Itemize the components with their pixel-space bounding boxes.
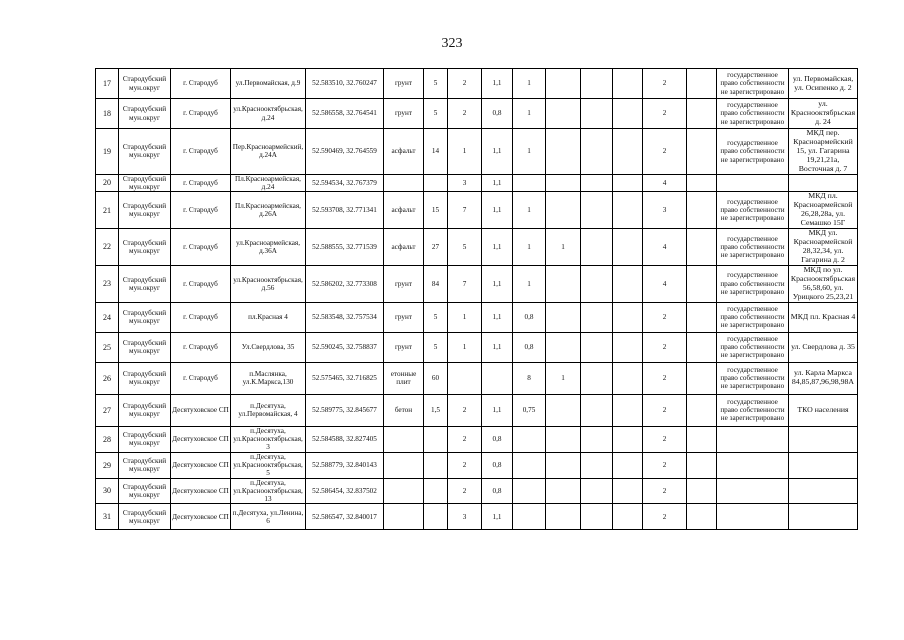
col-15-cell [687,302,717,332]
waste-source-cell: ул. Карла Маркса 84,85,87,96,98,98А [789,362,858,394]
row-number-cell: 27 [96,394,119,426]
row-number-cell: 17 [96,69,119,99]
ownership-status-cell [717,174,789,192]
coordinates-cell: 52.586202, 32.773308 [306,265,384,302]
site-address-cell: Ул.Свердлова, 35 [231,332,306,362]
count-col-14-cell: 2 [643,452,687,478]
col-13-cell [613,452,643,478]
waste-source-cell [789,174,858,192]
area-cell: 5 [424,302,448,332]
area-cell [424,478,448,504]
col-12-cell [581,362,613,394]
municipal-district-cell: Стародубский мун.округ [119,129,171,175]
table-row [96,69,858,99]
settlement-cell: г. Стародуб [171,99,231,129]
waste-source-cell: ТКО населения [789,394,858,426]
row-number-cell: 29 [96,452,119,478]
waste-source-cell [789,426,858,452]
surface-type-cell: грунт [384,302,424,332]
count-col-8-cell: 3 [448,174,482,192]
settlement-cell: г. Стародуб [171,129,231,175]
col-15-cell [687,229,717,266]
table-row [96,229,858,266]
coordinates-cell: 52.583548, 32.757534 [306,302,384,332]
row-number-cell: 25 [96,332,119,362]
count-col-11-cell [546,426,581,452]
settlement-cell: Десятуховское СП [171,426,231,452]
site-address-cell: ул.Краснооктябрьская, д.56 [231,265,306,302]
count-col-11-cell [546,332,581,362]
settlement-cell: г. Стародуб [171,229,231,266]
site-address-cell: пл.Красная 4 [231,302,306,332]
table-row [96,174,858,192]
coordinates-cell: 52.589775, 32.845677 [306,394,384,426]
surface-type-cell: грунт [384,332,424,362]
count-col-8-cell: 5 [448,229,482,266]
row-number-cell: 22 [96,229,119,266]
count-col-10-cell [513,174,546,192]
col-15-cell [687,452,717,478]
col-12-cell [581,99,613,129]
count-col-10-cell: 0,75 [513,394,546,426]
count-col-11-cell [546,302,581,332]
row-number-cell: 19 [96,129,119,175]
count-col-11-cell [546,192,581,229]
municipal-district-cell: Стародубский мун.округ [119,69,171,99]
col-13-cell [613,362,643,394]
coordinates-cell: 52.593708, 32.771341 [306,192,384,229]
count-col-11-cell: 1 [546,229,581,266]
surface-type-cell: асфальт [384,229,424,266]
col-15-cell [687,426,717,452]
col-15-cell [687,129,717,175]
volume-col-9-cell: 0,8 [482,426,513,452]
count-col-11-cell [546,265,581,302]
count-col-11-cell [546,174,581,192]
count-col-14-cell: 3 [643,192,687,229]
settlement-cell: г. Стародуб [171,174,231,192]
row-number-cell: 20 [96,174,119,192]
count-col-14-cell: 2 [643,332,687,362]
count-col-14-cell: 2 [643,394,687,426]
ownership-status-cell [717,452,789,478]
count-col-8-cell: 2 [448,394,482,426]
site-address-cell: ул.Краснооктябрьская, д.24 [231,99,306,129]
col-12-cell [581,129,613,175]
count-col-10-cell [513,452,546,478]
count-col-8-cell: 7 [448,192,482,229]
col-13-cell [613,394,643,426]
surface-type-cell: грунт [384,99,424,129]
volume-col-9-cell: 1,1 [482,129,513,175]
surface-type-cell: асфальт [384,192,424,229]
count-col-11-cell [546,69,581,99]
waste-source-cell: ул. Краснооктябрьская д. 24 [789,99,858,129]
count-col-8-cell: 2 [448,452,482,478]
count-col-14-cell: 2 [643,426,687,452]
col-15-cell [687,362,717,394]
count-col-14-cell: 2 [643,69,687,99]
waste-source-cell [789,478,858,504]
table-row [96,332,858,362]
col-13-cell [613,332,643,362]
count-col-11-cell [546,129,581,175]
col-12-cell [581,332,613,362]
coordinates-cell: 52.575465, 32.716825 [306,362,384,394]
table-row [96,452,858,478]
volume-col-9-cell: 1,1 [482,229,513,266]
count-col-11-cell [546,504,581,530]
row-number-cell: 23 [96,265,119,302]
col-12-cell [581,394,613,426]
area-cell [424,452,448,478]
coordinates-cell: 52.588555, 32.771539 [306,229,384,266]
settlement-cell: г. Стародуб [171,302,231,332]
area-cell [424,426,448,452]
waste-sites-table [95,68,858,530]
table-row [96,478,858,504]
volume-col-9-cell: 1,1 [482,302,513,332]
col-12-cell [581,174,613,192]
ownership-status-cell: государственное право собственности не зарегистрировано [717,229,789,266]
count-col-14-cell: 2 [643,362,687,394]
col-12-cell [581,452,613,478]
count-col-11-cell: 1 [546,362,581,394]
count-col-10-cell: 0,8 [513,302,546,332]
site-address-cell: п.Десятуха, ул.Краснооктябрьская, 3 [231,426,306,452]
waste-source-cell [789,452,858,478]
col-15-cell [687,265,717,302]
area-cell: 84 [424,265,448,302]
col-12-cell [581,229,613,266]
surface-type-cell: бетон [384,394,424,426]
surface-type-cell [384,174,424,192]
count-col-10-cell: 1 [513,229,546,266]
volume-col-9-cell: 1,1 [482,504,513,530]
col-15-cell [687,394,717,426]
volume-col-9-cell: 1,1 [482,332,513,362]
table-row [96,362,858,394]
municipal-district-cell: Стародубский мун.округ [119,99,171,129]
count-col-11-cell [546,478,581,504]
row-number-cell: 18 [96,99,119,129]
settlement-cell: г. Стародуб [171,69,231,99]
municipal-district-cell: Стародубский мун.округ [119,504,171,530]
waste-source-cell: МКД по ул. Краснооктябрьская 56,58,60, ул. Урицкого 25,23,21 [789,265,858,302]
col-15-cell [687,174,717,192]
coordinates-cell: 52.586558, 32.764541 [306,99,384,129]
col-15-cell [687,69,717,99]
surface-type-cell: грунт [384,265,424,302]
area-cell [424,174,448,192]
waste-source-cell: МКД пер. Красноармейский 15, ул. Гагарина 19,21,21а, Восточная д. 7 [789,129,858,175]
col-13-cell [613,99,643,129]
table-row [96,426,858,452]
volume-col-9-cell: 0,8 [482,99,513,129]
col-15-cell [687,332,717,362]
count-col-8-cell: 2 [448,99,482,129]
col-12-cell [581,302,613,332]
municipal-district-cell: Стародубский мун.округ [119,332,171,362]
row-number-cell: 31 [96,504,119,530]
waste-source-cell: ул. Свердлова д. 35 [789,332,858,362]
col-13-cell [613,129,643,175]
ownership-status-cell: государственное право собственности не зарегистрировано [717,129,789,175]
volume-col-9-cell: 1,1 [482,192,513,229]
area-cell: 60 [424,362,448,394]
surface-type-cell [384,504,424,530]
col-13-cell [613,229,643,266]
count-col-14-cell: 4 [643,229,687,266]
municipal-district-cell: Стародубский мун.округ [119,265,171,302]
municipal-district-cell: Стародубский мун.округ [119,192,171,229]
count-col-14-cell: 4 [643,174,687,192]
table-row [96,192,858,229]
count-col-11-cell [546,99,581,129]
col-12-cell [581,504,613,530]
municipal-district-cell: Стародубский мун.округ [119,362,171,394]
row-number-cell: 30 [96,478,119,504]
ownership-status-cell: государственное право собственности не зарегистрировано [717,302,789,332]
surface-type-cell [384,426,424,452]
count-col-8-cell: 1 [448,302,482,332]
col-15-cell [687,99,717,129]
count-col-10-cell: 1 [513,129,546,175]
count-col-10-cell: 0,8 [513,332,546,362]
surface-type-cell [384,452,424,478]
count-col-8-cell [448,362,482,394]
count-col-10-cell: 8 [513,362,546,394]
area-cell: 14 [424,129,448,175]
col-13-cell [613,504,643,530]
municipal-district-cell: Стародубский мун.округ [119,426,171,452]
volume-col-9-cell [482,362,513,394]
coordinates-cell: 52.590245, 32.758837 [306,332,384,362]
col-13-cell [613,265,643,302]
row-number-cell: 28 [96,426,119,452]
surface-type-cell: етонные плит [384,362,424,394]
table-row [96,129,858,175]
municipal-district-cell: Стародубский мун.округ [119,229,171,266]
waste-source-cell: МКД пл. Красноармейской 26,28,28а, ул. Семашко 15Г [789,192,858,229]
ownership-status-cell [717,478,789,504]
site-address-cell: п.Десятуха, ул.Краснооктябрьская, 5 [231,452,306,478]
settlement-cell: Десятуховское СП [171,478,231,504]
row-number-cell: 26 [96,362,119,394]
area-cell [424,504,448,530]
site-address-cell: п.Десятуха, ул.Первомайская, 4 [231,394,306,426]
count-col-8-cell: 2 [448,478,482,504]
count-col-8-cell: 1 [448,332,482,362]
page-number: 323 [441,36,463,51]
col-12-cell [581,69,613,99]
count-col-11-cell [546,394,581,426]
volume-col-9-cell: 1,1 [482,265,513,302]
settlement-cell: г. Стародуб [171,362,231,394]
col-15-cell [687,504,717,530]
area-cell: 5 [424,332,448,362]
area-cell: 5 [424,99,448,129]
settlement-cell: Десятуховское СП [171,504,231,530]
waste-source-cell: ул. Первомайская, ул. Осипенко д. 2 [789,69,858,99]
coordinates-cell: 52.594534, 32.767379 [306,174,384,192]
waste-source-cell: МКД пл. Красная 4 [789,302,858,332]
col-12-cell [581,265,613,302]
site-address-cell: Пл.Красноармейская, д.24 [231,174,306,192]
area-cell: 1,5 [424,394,448,426]
table-row [96,99,858,129]
site-address-cell: п.Маслянка, ул.К.Маркса,130 [231,362,306,394]
count-col-14-cell: 2 [643,129,687,175]
coordinates-cell: 52.586547, 32.840017 [306,504,384,530]
table-row [96,302,858,332]
coordinates-cell: 52.590469, 32.764559 [306,129,384,175]
count-col-10-cell [513,504,546,530]
row-number-cell: 21 [96,192,119,229]
col-13-cell [613,302,643,332]
coordinates-cell: 52.584588, 32.827405 [306,426,384,452]
area-cell: 15 [424,192,448,229]
area-cell: 27 [424,229,448,266]
settlement-cell: Десятуховское СП [171,394,231,426]
ownership-status-cell: государственное право собственности не зарегистрировано [717,99,789,129]
col-12-cell [581,192,613,229]
ownership-status-cell: государственное право собственности не зарегистрировано [717,332,789,362]
surface-type-cell: грунт [384,69,424,99]
count-col-10-cell: 1 [513,265,546,302]
count-col-10-cell [513,426,546,452]
count-col-10-cell: 1 [513,192,546,229]
count-col-8-cell: 7 [448,265,482,302]
col-13-cell [613,192,643,229]
col-13-cell [613,69,643,99]
table-row [96,265,858,302]
row-number-cell: 24 [96,302,119,332]
volume-col-9-cell: 1,1 [482,69,513,99]
surface-type-cell: асфальт [384,129,424,175]
municipal-district-cell: Стародубский мун.округ [119,478,171,504]
count-col-11-cell [546,452,581,478]
ownership-status-cell: государственное право собственности не зарегистрировано [717,69,789,99]
volume-col-9-cell: 0,8 [482,478,513,504]
table-row [96,394,858,426]
count-col-14-cell: 4 [643,265,687,302]
count-col-10-cell: 1 [513,99,546,129]
col-13-cell [613,478,643,504]
site-address-cell: ул.Красноармейская, д.36А [231,229,306,266]
coordinates-cell: 52.586454, 32.837502 [306,478,384,504]
table-row [96,504,858,530]
count-col-8-cell: 1 [448,129,482,175]
settlement-cell: Десятуховское СП [171,452,231,478]
site-address-cell: п.Десятуха, ул.Ленина, 6 [231,504,306,530]
count-col-8-cell: 3 [448,504,482,530]
ownership-status-cell: государственное право собственности не зарегистрировано [717,394,789,426]
ownership-status-cell: государственное право собственности не зарегистрировано [717,192,789,229]
surface-type-cell [384,478,424,504]
count-col-14-cell: 2 [643,504,687,530]
count-col-10-cell [513,478,546,504]
volume-col-9-cell: 1,1 [482,394,513,426]
site-address-cell: Пл.Красноармейская, д.26А [231,192,306,229]
col-15-cell [687,478,717,504]
municipal-district-cell: Стародубский мун.округ [119,452,171,478]
count-col-8-cell: 2 [448,69,482,99]
settlement-cell: г. Стародуб [171,332,231,362]
count-col-14-cell: 2 [643,478,687,504]
col-12-cell [581,426,613,452]
ownership-status-cell: государственное право собственности не зарегистрировано [717,265,789,302]
coordinates-cell: 52.583510, 32.760247 [306,69,384,99]
col-13-cell [613,174,643,192]
municipal-district-cell: Стародубский мун.округ [119,394,171,426]
municipal-district-cell: Стародубский мун.округ [119,174,171,192]
ownership-status-cell: государственное право собственности не зарегистрировано [717,362,789,394]
settlement-cell: г. Стародуб [171,192,231,229]
site-address-cell: ул.Первомайская, д.9 [231,69,306,99]
area-cell: 5 [424,69,448,99]
waste-source-cell: МКД ул. Красноармейской 28,32,34, ул. Гагарина д. 2 [789,229,858,266]
count-col-10-cell: 1 [513,69,546,99]
site-address-cell: Пер.Красноармейский, д.24А [231,129,306,175]
ownership-status-cell [717,504,789,530]
volume-col-9-cell: 1,1 [482,174,513,192]
ownership-status-cell [717,426,789,452]
col-15-cell [687,192,717,229]
col-12-cell [581,478,613,504]
settlement-cell: г. Стародуб [171,265,231,302]
municipal-district-cell: Стародубский мун.округ [119,302,171,332]
waste-source-cell [789,504,858,530]
count-col-8-cell: 2 [448,426,482,452]
site-address-cell: п.Десятуха, ул.Краснооктябрьская, 13 [231,478,306,504]
count-col-14-cell: 2 [643,302,687,332]
col-13-cell [613,426,643,452]
coordinates-cell: 52.588779, 32.840143 [306,452,384,478]
count-col-14-cell: 2 [643,99,687,129]
volume-col-9-cell: 0,8 [482,452,513,478]
